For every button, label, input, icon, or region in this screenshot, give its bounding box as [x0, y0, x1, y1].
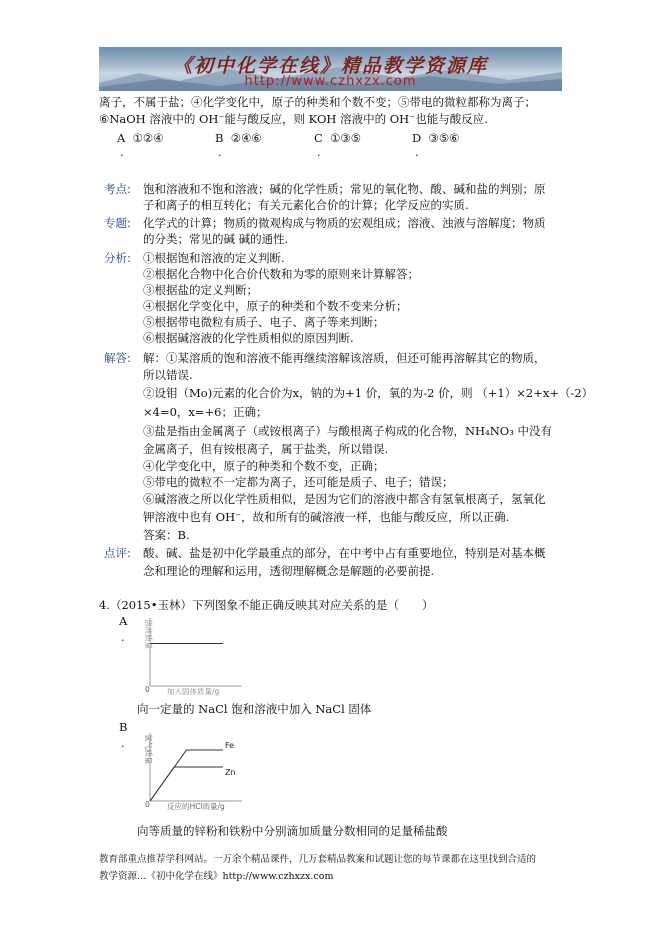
- kaodian-label: 考点:: [104, 182, 131, 196]
- fenxi-text: ①根据饱和溶液的定义判断.: [143, 251, 285, 265]
- chart-a-caption: 向一定量的 NaCl 饱和溶液中加入 NaCl 固体: [137, 702, 372, 716]
- fenxi-text: ⑤根据带电微粒有质子、电子、离子等来判断；: [143, 315, 385, 329]
- jieda-answer: 答案：B.: [143, 528, 190, 542]
- jieda-text: 钾溶液中也有 OH⁻，故和所有的碱溶液一样，也能与酸反应，所以正确.: [143, 510, 510, 524]
- dianping-text: 酸、碱、盐是初中化学最重点的部分，在中考中占有重要地位，特别是对基本概: [143, 546, 546, 560]
- chart-b-series-label-fe: Fe: [225, 741, 235, 750]
- chart-a-ylabel: 溶液质量: [144, 619, 153, 649]
- option-bullet: .: [121, 631, 125, 644]
- chart-b-ylabel: 氢气质量: [144, 734, 153, 764]
- chart-b-xlabel: 反应的HCl质量/g: [167, 802, 225, 811]
- chart-b-series-label-zn: Zn: [225, 768, 236, 777]
- option-bullet: .: [415, 146, 419, 159]
- chart-b-caption: 向等质量的锌粉和铁粉中分别滴加质量分数相同的足量稀盐酸: [137, 824, 448, 838]
- jieda-text: ③盐是指由金属离子（或铵根离子）与酸根离子构成的化合物，NH₄NO₃ 中没有: [143, 424, 552, 438]
- question-text-line: ⑥NaOH 溶液中的 OH⁻能与酸反应，则 KOH 溶液中的 OH⁻也能与酸反应.: [99, 112, 488, 126]
- zhuanti-text: 化学式的计算；物质的微观构成与物质的宏观组成；溶液、浊液与溶解度；物质: [143, 216, 546, 230]
- fenxi-text: ②根据化合物中化合价代数和为零的原则来计算解答；: [143, 267, 419, 281]
- jieda-text: 金属离子，但有铵根离子，属于盐类，所以错误.: [143, 442, 389, 456]
- option-b: B ②④⑥: [215, 131, 262, 145]
- fenxi-text: ③根据盐的定义判断；: [143, 283, 258, 297]
- jieda-text: ⑥碱溶液之所以化学性质相似，是因为它们的溶液中都含有氢氧根离子，氢氧化: [143, 492, 546, 506]
- header-banner: [99, 47, 562, 91]
- option-a-letter: A: [119, 614, 128, 628]
- zhuanti-label: 专题:: [104, 216, 131, 230]
- option-d: D ③⑤⑥: [412, 131, 460, 145]
- jieda-text: 解：①某溶质的饱和溶液不能再继续溶解该溶质，但还可能再溶解其它的物质，: [143, 351, 546, 365]
- option-bullet: .: [120, 146, 124, 159]
- chart-a-xlabel: 加入固体质量/g: [167, 687, 220, 696]
- zhuanti-text: 的分类；常见的碱 碱的通性.: [143, 232, 289, 246]
- option-bullet: .: [317, 146, 321, 159]
- option-a: A ①②④: [117, 131, 164, 145]
- footer-link-line[interactable]: 教学资源…《初中化学在线》http://www.czhxzx.com: [99, 871, 334, 882]
- jieda-text: 所以错误.: [143, 368, 193, 382]
- jieda-text: ④化学变化中，原子的种类和个数不变，正确；: [143, 459, 385, 473]
- chart-b-series-line-fe: [150, 750, 223, 801]
- chart-a-nacl-solution: [135, 612, 245, 696]
- jieda-text: ②设钼（Mo)元素的化合价为x，钠的为+1 价，氧的为-2 价，则 （+1）×2+x+（-2）: [143, 386, 594, 400]
- fenxi-text: ⑥根据碱溶液的化学性质相似的原因判断.: [143, 331, 354, 345]
- chart-b-zn-fe-hydrogen: [135, 727, 245, 811]
- jieda-text: ⑤带电的微粒不一定都为离子，还可能是质子、电子；错误；: [143, 475, 454, 489]
- dianping-label: 点评:: [104, 546, 131, 560]
- chart-b-origin: 0: [145, 800, 150, 809]
- banner-title: 《初中化学在线》精品教学资源库: [172, 55, 488, 77]
- dianping-text: 念和理论的理解和运用，透彻理解概念是解题的必要前提.: [143, 564, 435, 578]
- jieda-label: 解答:: [104, 351, 131, 365]
- fenxi-text: ④根据化学变化中，原子的种类和个数不变来分析；: [143, 299, 408, 313]
- fenxi-label: 分析:: [104, 251, 131, 265]
- option-b-letter: B: [119, 720, 128, 734]
- kaodian-text: 子和离子的相互转化；有关元素化合价的计算；化学反应的实质.: [143, 198, 469, 212]
- banner-url[interactable]: http://www.czhxzx.com: [244, 74, 417, 89]
- option-c: C ①③⑤: [314, 131, 362, 145]
- question-4-stem: 4.（2015•玉林）下列图象不能正确反映其对应关系的是（ ）: [99, 598, 434, 612]
- jieda-text: ×4=0，x=+6；正确；: [143, 405, 268, 419]
- chart-b-series-line-zn: [150, 767, 223, 801]
- kaodian-text: 饱和溶液和不饱和溶液；碱的化学性质；常见的氧化物、酸、碱和盐的判别；原: [143, 182, 546, 196]
- question-text-line: 离子，不属于盐；④化学变化中，原子的种类和个数不变；⑤带电的微粒都称为离子；: [99, 95, 536, 109]
- option-bullet: .: [218, 146, 222, 159]
- chart-a-origin: 0: [145, 685, 150, 694]
- footer-line: 教育部重点推荐学科网站。一万余个精品课件，几万套精品教案和试题让您的每节课都在这里找到合适的: [99, 854, 537, 865]
- option-bullet: .: [121, 737, 125, 750]
